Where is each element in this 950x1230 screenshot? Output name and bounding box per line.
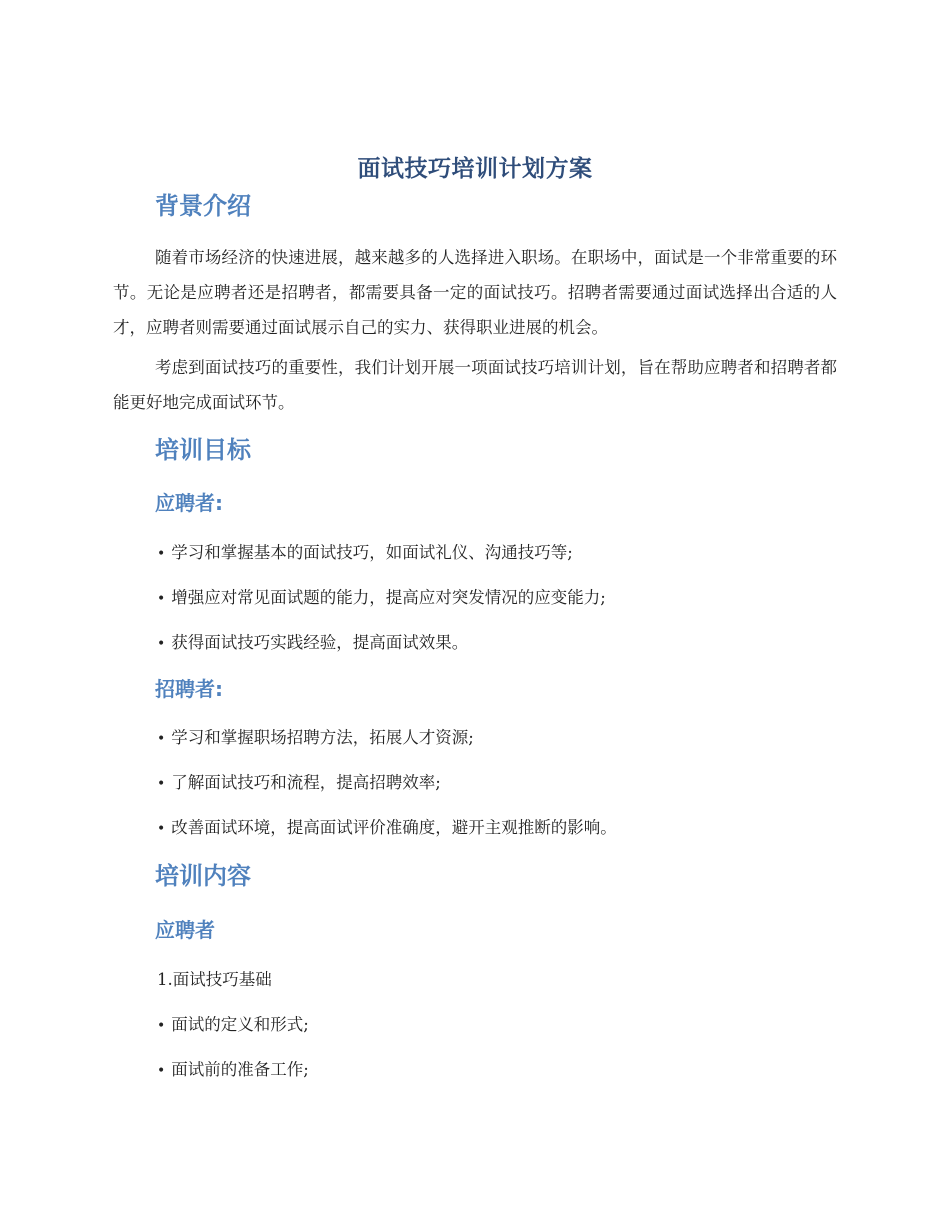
bullet-icon: • <box>157 776 166 792</box>
subheading-goals-applicant: 应聘者: <box>155 491 223 515</box>
bullet-icon: • <box>157 636 166 652</box>
list-item <box>157 1058 309 1083</box>
list-item-text: 了解面试技巧和流程，提高招聘效率; <box>171 773 441 792</box>
list-item-text: 增强应对常见面试题的能力，提高应对突发情况的应变能力; <box>171 588 606 607</box>
list-item <box>157 726 474 751</box>
list-item <box>157 541 573 566</box>
bullet-icon: • <box>157 821 166 837</box>
document-title: 面试技巧培训计划方案 <box>357 156 593 182</box>
list-item <box>157 631 468 656</box>
heading-goals: 培训目标 <box>155 436 251 464</box>
list-item-text: 面试的定义和形式; <box>171 1015 309 1034</box>
bullet-icon: • <box>157 1063 166 1079</box>
list-item-text: 获得面试技巧实践经验，提高面试效果。 <box>171 633 469 652</box>
list-item <box>157 771 441 796</box>
list-item <box>157 1013 309 1038</box>
bullet-icon: • <box>157 1018 166 1034</box>
subheading-content-applicant: 应聘者 <box>155 918 215 942</box>
list-item-text: 面试前的准备工作; <box>171 1060 309 1079</box>
background-paragraph-1: 随着市场经济的快速进展，越来越多的人选择进入职场。在职场中，面试是一个非常重要的环节。无论是应聘者还是招聘者，都需要具备一定的面试技巧。招聘者需要通过面试选择出合适的人才，应聘者则需要通过面试展示自己的实力、获得职业进展的机会。 <box>113 248 837 337</box>
heading-content: 培训内容 <box>155 862 251 890</box>
bullet-icon: • <box>157 546 166 562</box>
list-item <box>157 586 606 611</box>
subheading-goals-recruiter: 招聘者: <box>155 677 223 701</box>
list-item-text: 改善面试环境，提高面试评价准确度，避开主观推断的影响。 <box>171 818 617 837</box>
list-item-text: 学习和掌握职场招聘方法，拓展人才资源; <box>171 728 474 747</box>
bullet-icon: • <box>157 731 166 747</box>
bullet-icon: • <box>157 591 166 607</box>
list-item <box>157 816 617 841</box>
list-item-text: 学习和掌握基本的面试技巧，如面试礼仪、沟通技巧等; <box>171 543 573 562</box>
background-paragraph-2: 考虑到面试技巧的重要性，我们计划开展一项面试技巧培训计划，旨在帮助应聘者和招聘者都能更好地完成面试环节。 <box>113 358 837 412</box>
numbered-item: 1.面试技巧基础 <box>157 970 272 989</box>
heading-background: 背景介绍 <box>155 192 251 220</box>
